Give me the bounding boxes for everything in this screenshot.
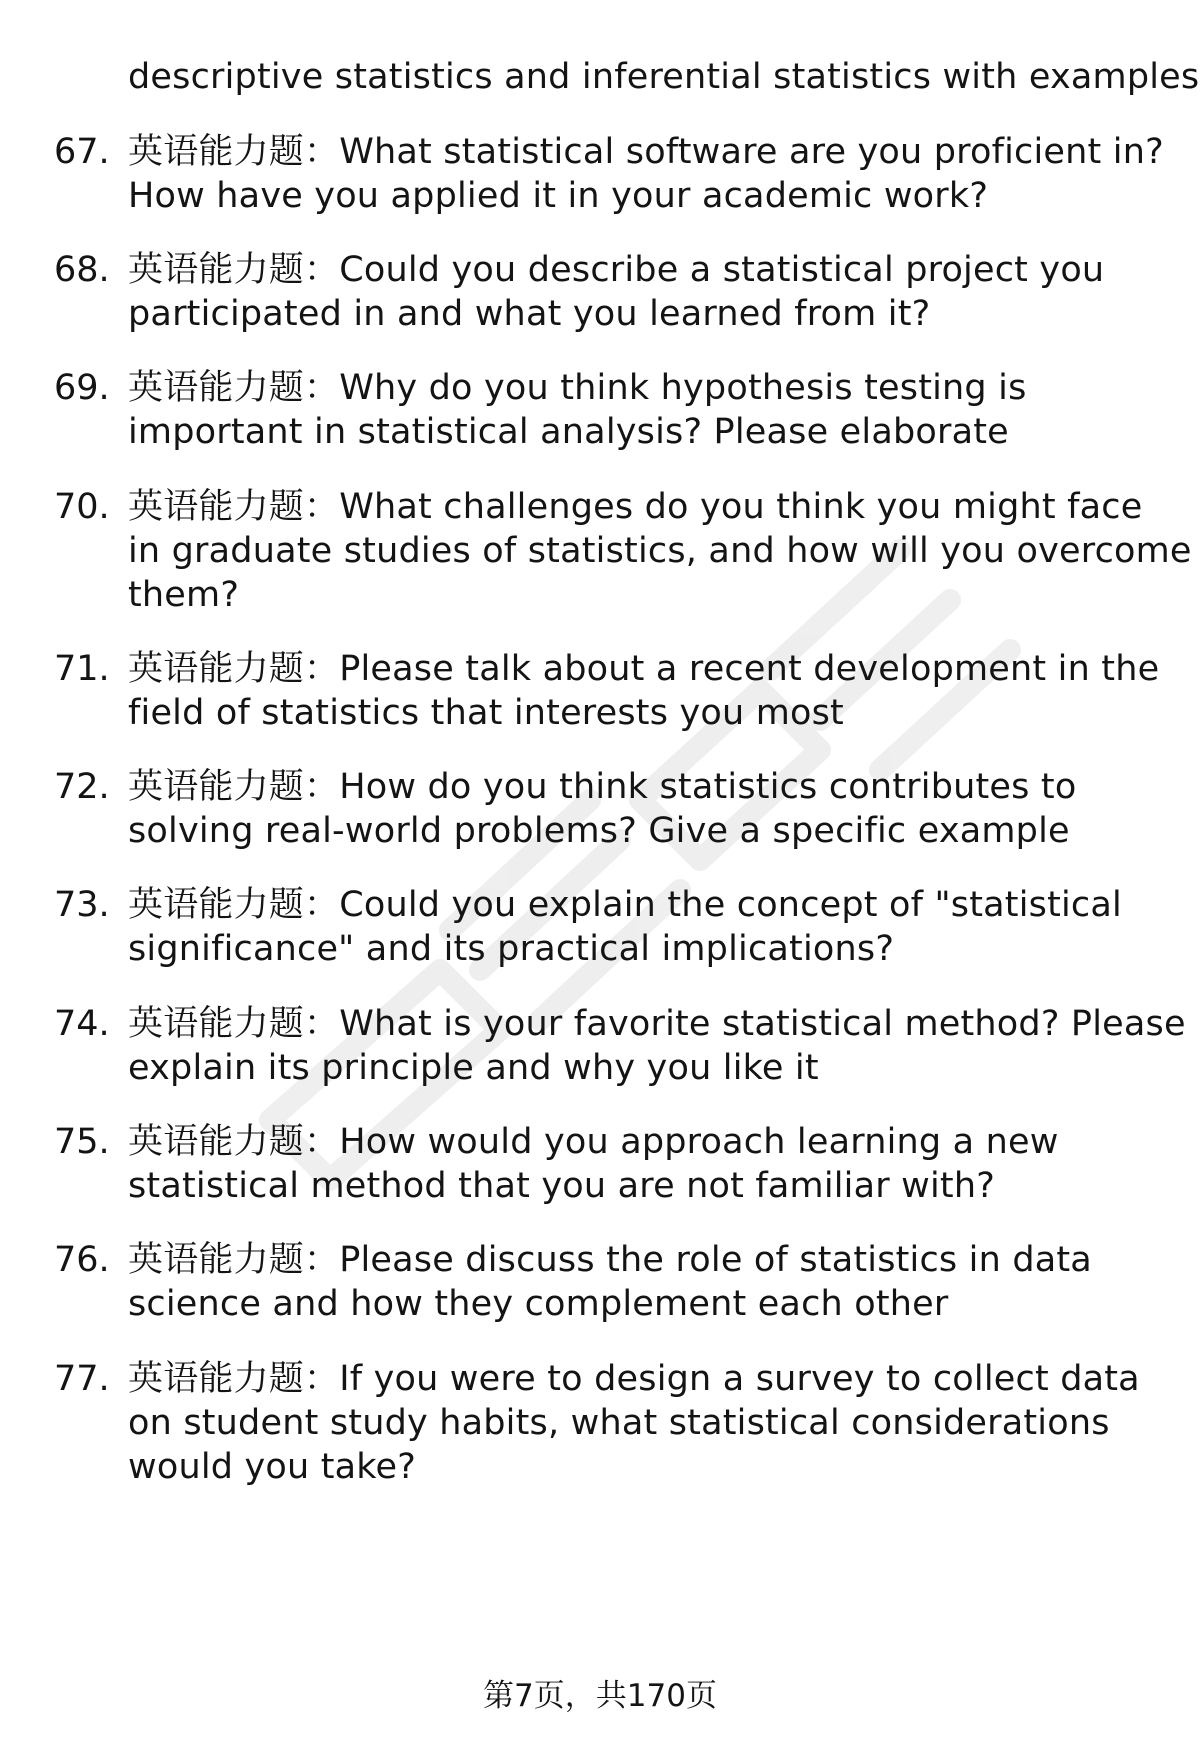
question-text-line: 英语能力题：What statistical software are you proficient in? (128, 132, 1164, 172)
question-text-line: 英语能力题：If you were to design a survey to collect data (128, 1359, 1140, 1399)
question-number: 75. (54, 1122, 110, 1162)
question-text-line: would you take? (128, 1447, 417, 1487)
question-text-line: in graduate studies of statistics, and how will you overcome (128, 531, 1192, 571)
question-number: 72. (54, 767, 110, 807)
question-text-line: them? (128, 575, 240, 615)
question-text-line: 英语能力题：Could you explain the concept of "statistical (128, 885, 1122, 925)
question-number: 67. (54, 132, 110, 172)
question-number: 69. (54, 368, 110, 408)
question-text-line: field of statistics that interests you most (128, 693, 844, 733)
question-number: 76. (54, 1240, 110, 1280)
continuation-line: descriptive statistics and inferential statistics with examples (128, 57, 1200, 97)
question-text-line: significance" and its practical implications? (128, 929, 895, 969)
question-text-line: science and how they complement each other (128, 1284, 949, 1324)
question-text-line: on student study habits, what statistical considerations (128, 1403, 1110, 1443)
question-text-line: solving real-world problems? Give a specific example (128, 811, 1070, 851)
question-text-line: 英语能力题：What challenges do you think you might face (128, 487, 1143, 527)
question-number: 70. (54, 487, 110, 527)
question-text-line: 英语能力题：Could you describe a statistical project you (128, 250, 1105, 290)
question-number: 73. (54, 885, 110, 925)
question-text-line: 英语能力题：Please talk about a recent development in the (128, 649, 1160, 689)
question-text-line: explain its principle and why you like it (128, 1048, 819, 1088)
question-number: 71. (54, 649, 110, 689)
question-text-line: 英语能力题：What is your favorite statistical method? Please (128, 1004, 1186, 1044)
question-text-line: participated in and what you learned from it? (128, 294, 931, 334)
question-text-line: 英语能力题：Why do you think hypothesis testing is (128, 368, 1027, 408)
question-text-line: important in statistical analysis? Please elaborate (128, 412, 1009, 452)
question-text-line: 英语能力题：How do you think statistics contributes to (128, 767, 1077, 807)
page-number-footer: 第7页，共170页 (483, 1678, 717, 1714)
question-text-line: 英语能力题：Please discuss the role of statistics in data (128, 1240, 1092, 1280)
question-number: 74. (54, 1004, 110, 1044)
question-text-line: 英语能力题：How would you approach learning a new (128, 1122, 1059, 1162)
question-number: 68. (54, 250, 110, 290)
question-text-line: statistical method that you are not familiar with? (128, 1166, 996, 1206)
question-number: 77. (54, 1359, 110, 1399)
question-text-line: How have you applied it in your academic work? (128, 176, 989, 216)
